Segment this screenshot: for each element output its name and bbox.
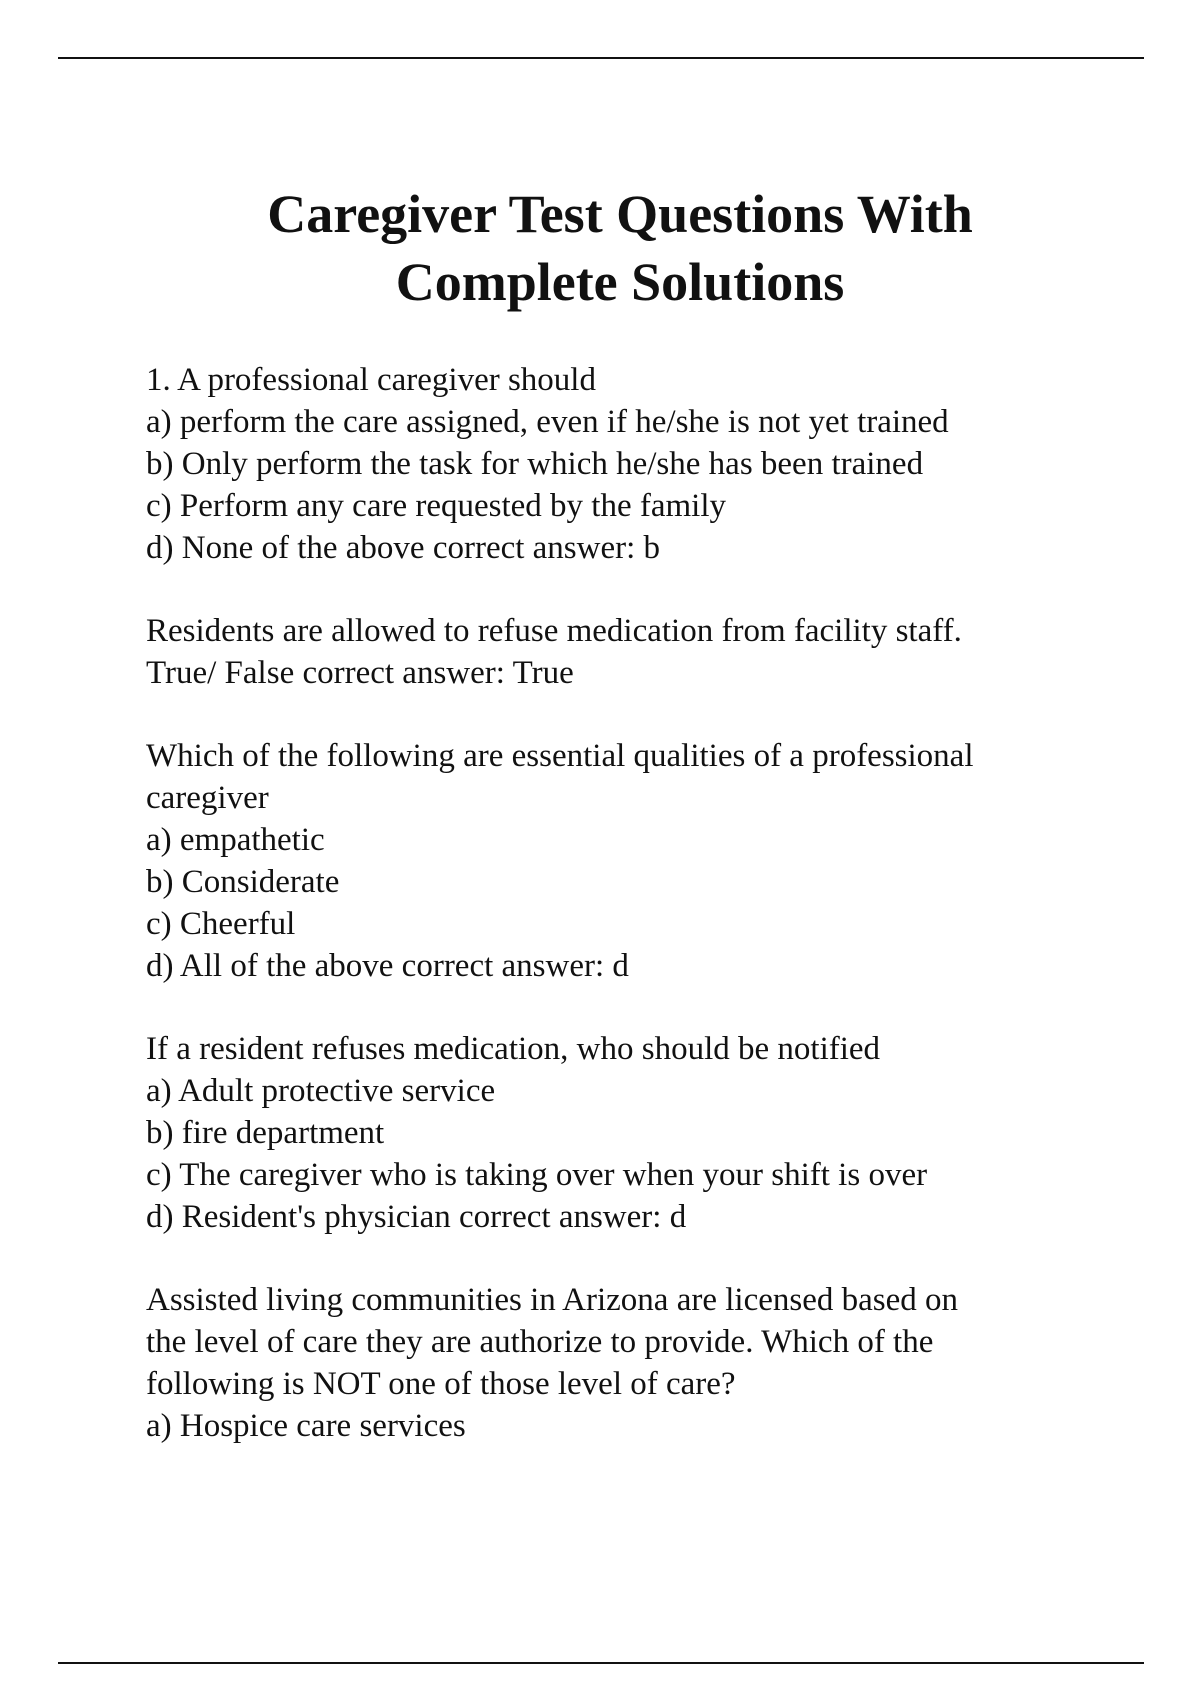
question-text: Assisted living communities in Arizona are licensed based on: [146, 1282, 958, 1318]
answer-option: b) fire department: [146, 1115, 385, 1151]
answer-option-with-solution: d) Resident's physician correct answer: d: [146, 1199, 687, 1235]
answer-option: c) The caregiver who is taking over when your shift is over: [146, 1157, 928, 1193]
header-divider: [58, 57, 1144, 59]
answer-option: a) perform the care assigned, even if he/she is not yet trained: [146, 404, 949, 440]
document-title: [0, 180, 1200, 316]
question-text: following is NOT one of those level of care?: [146, 1366, 736, 1402]
answer-option: a) Hospice care services: [146, 1408, 466, 1444]
document-title-line: Caregiver Test Questions With: [267, 184, 973, 244]
document-body: [146, 359, 1106, 1488]
answer-option-with-solution: d) None of the above correct answer: b: [146, 530, 661, 566]
question-text: the level of care they are authorize to provide. Which of the: [146, 1324, 934, 1360]
answer-option: b) Considerate: [146, 864, 340, 900]
answer-option: c) Perform any care requested by the family: [146, 488, 726, 524]
question-block-2: [146, 610, 1106, 694]
question-text: 1. A professional caregiver should: [146, 362, 596, 398]
question-block-4: [146, 1028, 1106, 1238]
answer-option: a) empathetic: [146, 822, 325, 858]
answer-solution: True/ False correct answer: True: [146, 655, 574, 691]
answer-option: a) Adult protective service: [146, 1073, 496, 1109]
answer-option-with-solution: d) All of the above correct answer: d: [146, 948, 629, 984]
answer-option: c) Cheerful: [146, 906, 296, 942]
question-text: caregiver: [146, 780, 269, 816]
question-text: Residents are allowed to refuse medication from facility staff.: [146, 613, 962, 649]
question-block-3: [146, 735, 1106, 987]
question-text: If a resident refuses medication, who should be notified: [146, 1031, 881, 1067]
question-text: Which of the following are essential qualities of a professional: [146, 738, 974, 774]
question-block-1: [146, 359, 1106, 569]
footer-divider: [58, 1662, 1144, 1664]
document-title-line: Complete Solutions: [395, 252, 845, 312]
answer-option: b) Only perform the task for which he/she has been trained: [146, 446, 924, 482]
question-block-5: [146, 1279, 1106, 1447]
